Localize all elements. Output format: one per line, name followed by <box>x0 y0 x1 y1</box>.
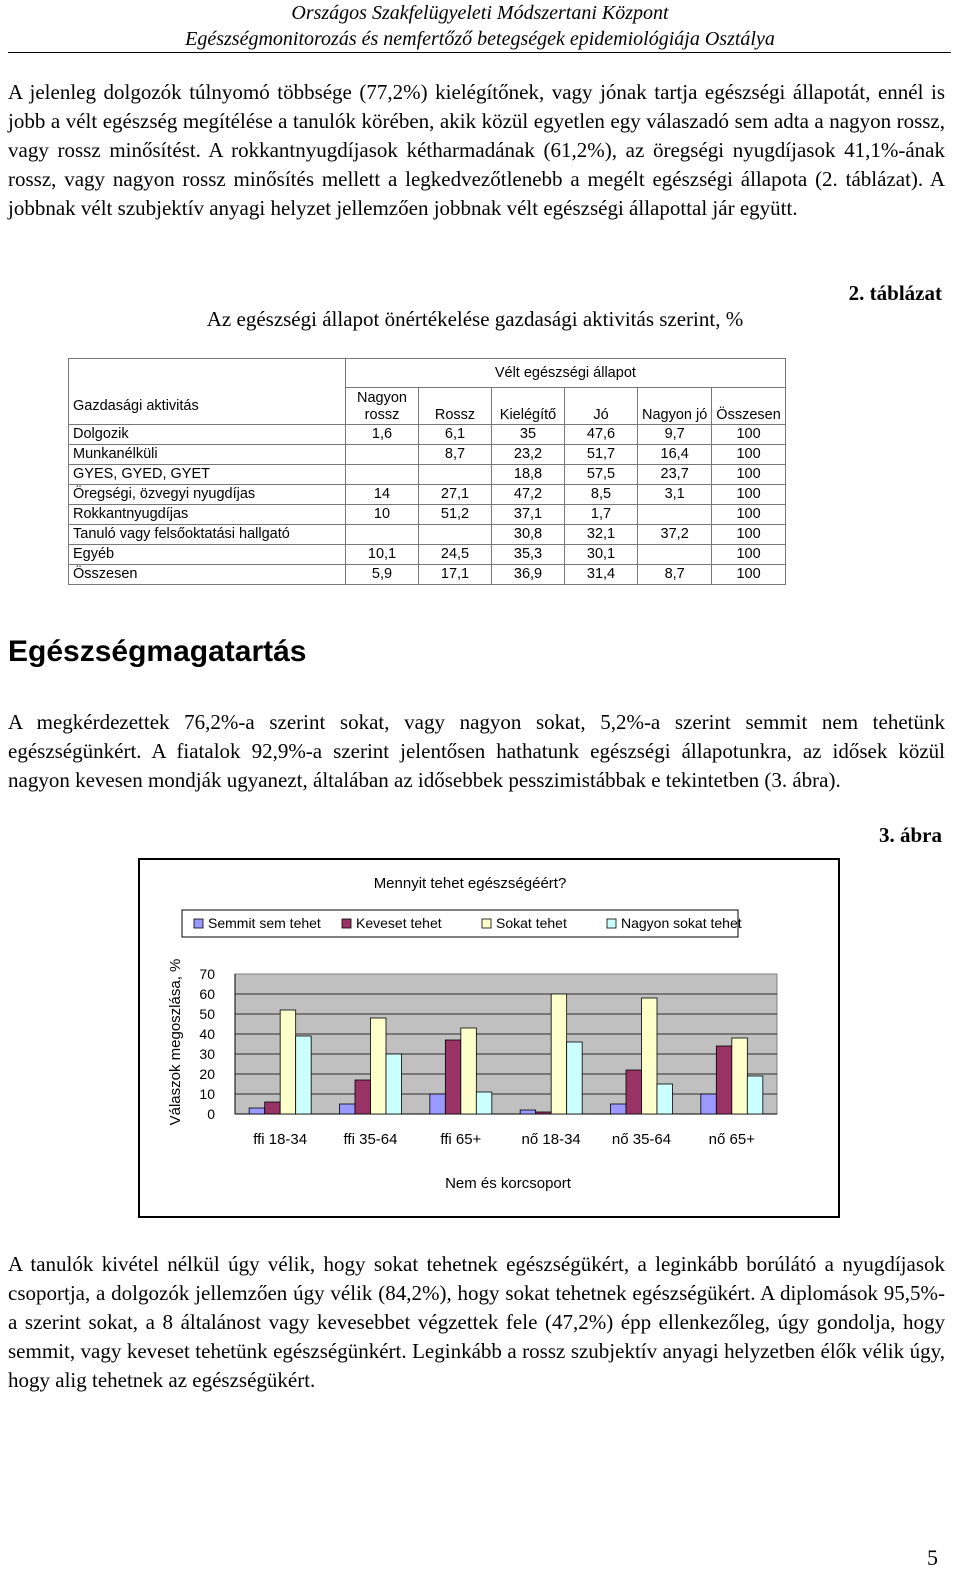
table-cell: 16,4 <box>638 445 712 465</box>
table-cell: 23,7 <box>638 465 712 485</box>
table-cell: 10,1 <box>346 545 419 565</box>
table-row <box>69 505 786 525</box>
table-cell: 27,1 <box>419 485 492 505</box>
table-row <box>69 545 786 565</box>
table-cell: 100 <box>712 505 785 525</box>
bar <box>536 1112 552 1114</box>
column-header: Kielégítő <box>492 388 565 425</box>
bar <box>280 1010 296 1114</box>
page-header <box>0 0 960 52</box>
table-row <box>69 445 786 465</box>
table-cell: 32,1 <box>565 525 638 545</box>
y-tick-label: 20 <box>199 1066 215 1082</box>
table-cell: 8,7 <box>638 565 712 585</box>
table-cell <box>419 465 492 485</box>
table-cell <box>638 545 712 565</box>
column-header: Jó <box>565 388 638 425</box>
table-cell: 37,1 <box>492 505 565 525</box>
table-cell: 100 <box>712 445 785 465</box>
column-header: Összesen <box>712 388 785 425</box>
table-row <box>69 565 786 585</box>
legend-swatch <box>607 919 616 928</box>
column-header: Rossz <box>419 388 492 425</box>
y-tick-label: 10 <box>199 1086 215 1102</box>
x-tick-label: ffi 35-64 <box>343 1131 398 1148</box>
row-label: Munkanélküli <box>69 445 346 465</box>
bar <box>611 1104 627 1114</box>
chart-frame <box>138 858 840 1218</box>
legend-swatch <box>482 919 491 928</box>
bar <box>265 1102 281 1114</box>
data-table <box>68 358 786 585</box>
table-row <box>69 485 786 505</box>
row-label: Egyéb <box>69 545 346 565</box>
table-cell: 24,5 <box>419 545 492 565</box>
bar <box>716 1046 732 1114</box>
bar <box>249 1108 265 1114</box>
x-tick-label: nő 35-64 <box>611 1131 672 1148</box>
table-cell: 100 <box>712 525 785 545</box>
table-cell <box>419 525 492 545</box>
table-cell: 1,6 <box>346 425 419 445</box>
bar <box>701 1094 717 1114</box>
row-label: Dolgozik <box>69 425 346 445</box>
table-cell: 47,6 <box>565 425 638 445</box>
bar <box>520 1110 536 1114</box>
table-cell: 36,9 <box>492 565 565 585</box>
table-corner <box>69 359 346 388</box>
table-row <box>69 525 786 545</box>
table-cell: 100 <box>712 465 785 485</box>
table-cell: 37,2 <box>638 525 712 545</box>
table-cell: 100 <box>712 485 785 505</box>
table-group-header: Vélt egészségi állapot <box>346 359 786 388</box>
bar <box>296 1036 312 1114</box>
table-cell: 5,9 <box>346 565 419 585</box>
bar <box>732 1038 748 1114</box>
y-tick-label: 40 <box>199 1026 215 1042</box>
table-row <box>69 425 786 445</box>
page-number: 5 <box>927 1545 938 1570</box>
y-tick-label: 0 <box>207 1106 215 1122</box>
table-cell: 3,1 <box>638 485 712 505</box>
table-row-header: Gazdasági aktivitás <box>69 388 346 425</box>
paragraph-3: A tanulók kivétel nélkül úgy vélik, hogy sokat tehetnek egészségükért, a leginkább borúlátó a nyugdíjasok csoportja, a dolgozók jellemzően úgy vélik (84,2%), hogy sokat tehetnek egészségükért. A diplomások 95,5%-a szerint sokat, a 8 általánost vagy kevesebbet végzettek fele (47,2%) épp ellenkezőleg, úgy gondolja, hogy semmit, vagy keveset tehetünk egészségünkért. Leginkább a rossz szubjektív anyagi helyzetben élők vélik úgy, hogy alig tehetnek az egészségükért. <box>8 1252 945 1392</box>
legend-label: Semmit sem tehet <box>208 915 321 931</box>
table-cell: 10 <box>346 505 419 525</box>
table-cell: 8,5 <box>565 485 638 505</box>
x-tick-label: ffi 18-34 <box>253 1131 308 1148</box>
table-cell: 30,8 <box>492 525 565 545</box>
table-cell: 100 <box>712 545 785 565</box>
header-organization: Országos Szakfelügyeleti Módszertani Központ <box>291 2 669 24</box>
table-cell: 47,2 <box>492 485 565 505</box>
bar <box>747 1076 763 1114</box>
row-label: Öregségi, özvegyi nyugdíjas <box>69 485 346 505</box>
paragraph-2: A megkérdezettek 76,2%-a szerint sokat, vagy nagyon sokat, 5,2%-a szerint semmit nem tehetünk egészségünkért. A fiatalok 92,9%-a szerint jelentősen hathatunk egészségi állapotunkra, az idősek közül nagyon kevesen mondják ugyanezt, általában az idősebbek pesszimistábbak e tekintetben (3. ábra). <box>8 710 945 792</box>
bar <box>461 1028 477 1114</box>
table-cell <box>346 465 419 485</box>
legend-label: Nagyon sokat tehet <box>621 915 742 931</box>
table-cell: 51,7 <box>565 445 638 465</box>
table-cell: 57,5 <box>565 465 638 485</box>
table-cell: 1,7 <box>565 505 638 525</box>
bar <box>642 998 658 1114</box>
chart-title: Mennyit tehet egészségéért? <box>373 875 567 892</box>
table-number: 2. táblázat <box>848 281 942 305</box>
bar <box>445 1040 461 1114</box>
table-cell: 6,1 <box>419 425 492 445</box>
plot-area <box>235 974 777 1114</box>
table-cell: 17,1 <box>419 565 492 585</box>
table-cell: 35 <box>492 425 565 445</box>
column-header: Nagyon jó <box>638 388 712 425</box>
row-label: Rokkantnyugdíjas <box>69 505 346 525</box>
x-axis-label: Nem és korcsoport <box>445 1175 571 1192</box>
legend-swatch <box>194 919 203 928</box>
y-axis-label: Válaszok megoszlása, % <box>167 958 184 1126</box>
bar <box>386 1054 402 1114</box>
table-cell: 30,1 <box>565 545 638 565</box>
y-tick-label: 60 <box>199 986 215 1002</box>
y-tick-label: 30 <box>199 1046 215 1062</box>
legend-label: Keveset tehet <box>356 915 442 931</box>
table-cell: 31,4 <box>565 565 638 585</box>
table-cell: 100 <box>712 425 785 445</box>
bar <box>371 1018 387 1114</box>
y-tick-label: 50 <box>199 1006 215 1022</box>
table-cell <box>346 445 419 465</box>
row-label: Összesen <box>69 565 346 585</box>
section-title: Egészségmagatartás <box>8 635 307 668</box>
legend-swatch <box>342 919 351 928</box>
y-tick-label: 70 <box>199 966 215 982</box>
table-cell: 8,7 <box>419 445 492 465</box>
legend-label: Sokat tehet <box>496 915 567 931</box>
row-label: GYES, GYED, GYET <box>69 465 346 485</box>
table-cell: 51,2 <box>419 505 492 525</box>
table-cell <box>638 505 712 525</box>
table-cell <box>346 525 419 545</box>
x-tick-label: nő 18-34 <box>521 1131 581 1148</box>
paragraph-1: A jelenleg dolgozók túlnyomó többsége (77,2%) kielégítőnek, vagy jónak tartja egészségi állapotát, ennél is jobb a vélt egészség megítélése a tanulók körében, akik közül egyetlen egy válaszadó sem adta a nagyon rossz, vagy rossz minősítést. A rokkantnyugdíjasok kétharmadának (61,2%), az öregségi nyugdíjasok 41,1%-ának rossz, vagy nagyon rossz minősítés mellett a legkedvezőtlenebb a megélt egészségi állapota (2. táblázat). A jobbnak vélt szubjektív anyagi helyzet jellemzően jobbnak vélt egészségi állapottal jár együtt. <box>8 80 945 220</box>
bar <box>551 994 567 1114</box>
table-cell: 23,2 <box>492 445 565 465</box>
bar <box>567 1042 583 1114</box>
table-cell: 14 <box>346 485 419 505</box>
bar <box>626 1070 642 1114</box>
bar <box>430 1094 446 1114</box>
column-header: Nagyon rossz <box>346 388 419 425</box>
table-cell: 9,7 <box>638 425 712 445</box>
header-rule <box>8 52 951 53</box>
bar <box>340 1104 356 1114</box>
table-cell: 100 <box>712 565 785 585</box>
table-title: Az egészségi állapot önértékelése gazdasági aktivitás szerint, % <box>206 307 744 331</box>
table-cell: 18,8 <box>492 465 565 485</box>
table-row <box>69 465 786 485</box>
figure-number: 3. ábra <box>879 823 942 847</box>
bar <box>355 1080 371 1114</box>
x-tick-label: nő 65+ <box>708 1131 755 1148</box>
bar <box>476 1092 492 1114</box>
bar <box>657 1084 673 1114</box>
x-tick-label: ffi 65+ <box>440 1131 482 1148</box>
bar-chart <box>140 860 838 1216</box>
row-label: Tanuló vagy felsőoktatási hallgató <box>69 525 346 545</box>
header-department: Egészségmonitorozás és nemfertőző betegségek epidemiológiája Osztálya <box>185 28 775 50</box>
table-cell: 35,3 <box>492 545 565 565</box>
